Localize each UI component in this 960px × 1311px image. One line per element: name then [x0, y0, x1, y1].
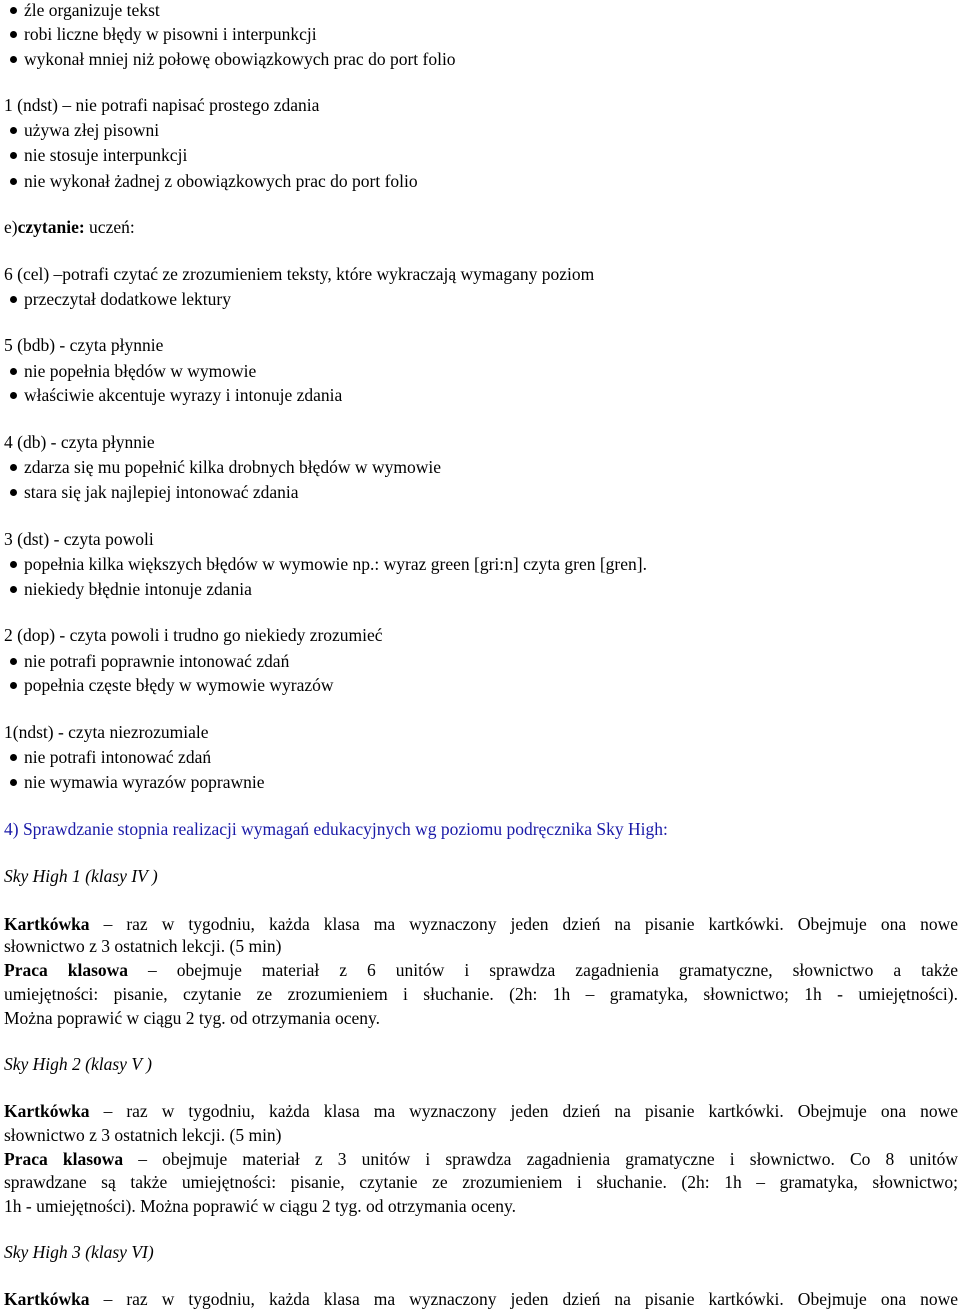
- grade-heading: 2 (dop) - czyta powoli i trudno go niekiedy zrozumieć: [4, 625, 383, 645]
- bullet-item: nie stosuje interpunkcji: [4, 143, 958, 167]
- bullet-item: nie potrafi intonować zdań: [4, 745, 958, 769]
- paragraph-line: umiejętności: pisanie, czytanie ze zrozumieniem i słuchanie. (2h: 1h – gramatyka, słownictwo; 1h - umiejętności).: [4, 984, 958, 1004]
- bullet-item: nie potrafi poprawnie intonować zdań: [4, 649, 958, 673]
- bullet-item: niekiedy błędnie intonuje zdania: [4, 577, 958, 601]
- paragraph-line: Kartkówka – raz w tygodniu, każda klasa ma wyznaczony jeden dzień na pisanie kartkówki. Obejmuje ona nowe: [4, 914, 958, 934]
- paragraph-line: słownictwo z 3 ostatnich lekcji. (5 min): [4, 936, 282, 956]
- bullet-item: używa złej pisowni: [4, 118, 958, 142]
- grade-heading: 3 (dst) - czyta powoli: [4, 529, 154, 549]
- bullet-item: wykonał mniej niż połowę obowiązkowych prac do port folio: [4, 47, 958, 71]
- bullet-item: nie wykonał żadnej z obowiązkowych prac do port folio: [4, 169, 958, 193]
- paragraph-line: 1h - umiejętności). Można poprawić w ciągu 2 tyg. od otrzymania oceny.: [4, 1196, 517, 1216]
- bullet-item: stara się jak najlepiej intonować zdania: [4, 480, 958, 504]
- bullet-item: robi liczne błędy w pisowni i interpunkcji: [4, 22, 958, 46]
- bullet-item: popełnia częste błędy w wymowie wyrazów: [4, 673, 958, 697]
- paragraph-line: słownictwo z 3 ostatnich lekcji. (5 min): [4, 1125, 282, 1145]
- subsection-title: Sky High 3 (klasy VI): [4, 1242, 154, 1262]
- subsection-title: Sky High 1 (klasy IV ): [4, 866, 158, 886]
- bullet-item: przeczytał dodatkowe lektury: [4, 287, 958, 311]
- subsection-title: Sky High 2 (klasy V ): [4, 1054, 152, 1074]
- paragraph-line: Praca klasowa – obejmuje materiał z 3 unitów i sprawdza zagadnienia gramatyczne i słownictwo. Co 8 unitów: [4, 1149, 958, 1169]
- paragraph-line: sprawdzane są także umiejętności: pisanie, czytanie ze zrozumieniem i słuchanie. (2h: 1h – gramatyka, słownictwo;: [4, 1172, 958, 1192]
- grade-heading: 1 (ndst) – nie potrafi napisać prostego zdania: [4, 95, 320, 115]
- paragraph-line: Praca klasowa – obejmuje materiał z 6 unitów i sprawdza zagadnienia gramatyczne, słownictwo a także: [4, 960, 958, 980]
- bullet-item: zdarza się mu popełnić kilka drobnych błędów w wymowie: [4, 455, 958, 479]
- bullet-item: źle organizuje tekst: [4, 0, 958, 22]
- section-heading-blue: 4) Sprawdzanie stopnia realizacji wymagań edukacyjnych wg poziomu podręcznika Sky High:: [4, 819, 668, 839]
- bullet-item: nie popełnia błędów w wymowie: [4, 359, 958, 383]
- paragraph-line: Kartkówka – raz w tygodniu, każda klasa ma wyznaczony jeden dzień na pisanie kartkówki. Obejmuje ona nowe: [4, 1289, 958, 1309]
- bullet-item: właściwie akcentuje wyrazy i intonuje zdania: [4, 383, 958, 407]
- section-heading: e)czytanie: uczeń:: [4, 217, 135, 237]
- paragraph-line: Kartkówka – raz w tygodniu, każda klasa ma wyznaczony jeden dzień na pisanie kartkówki. Obejmuje ona nowe: [4, 1101, 958, 1121]
- grade-heading: 1(ndst) - czyta niezrozumiale: [4, 722, 209, 742]
- paragraph-line: Można poprawić w ciągu 2 tyg. od otrzymania oceny.: [4, 1008, 380, 1028]
- grade-heading: 6 (cel) –potrafi czytać ze zrozumieniem teksty, które wykraczają wymagany poziom: [4, 264, 595, 284]
- bullet-item: popełnia kilka większych błędów w wymowie np.: wyraz green [gri:n] czyta gren [gren].: [4, 552, 958, 576]
- bullet-item: nie wymawia wyrazów poprawnie: [4, 770, 958, 794]
- grade-heading: 5 (bdb) - czyta płynnie: [4, 335, 164, 355]
- grade-heading: 4 (db) - czyta płynnie: [4, 432, 155, 452]
